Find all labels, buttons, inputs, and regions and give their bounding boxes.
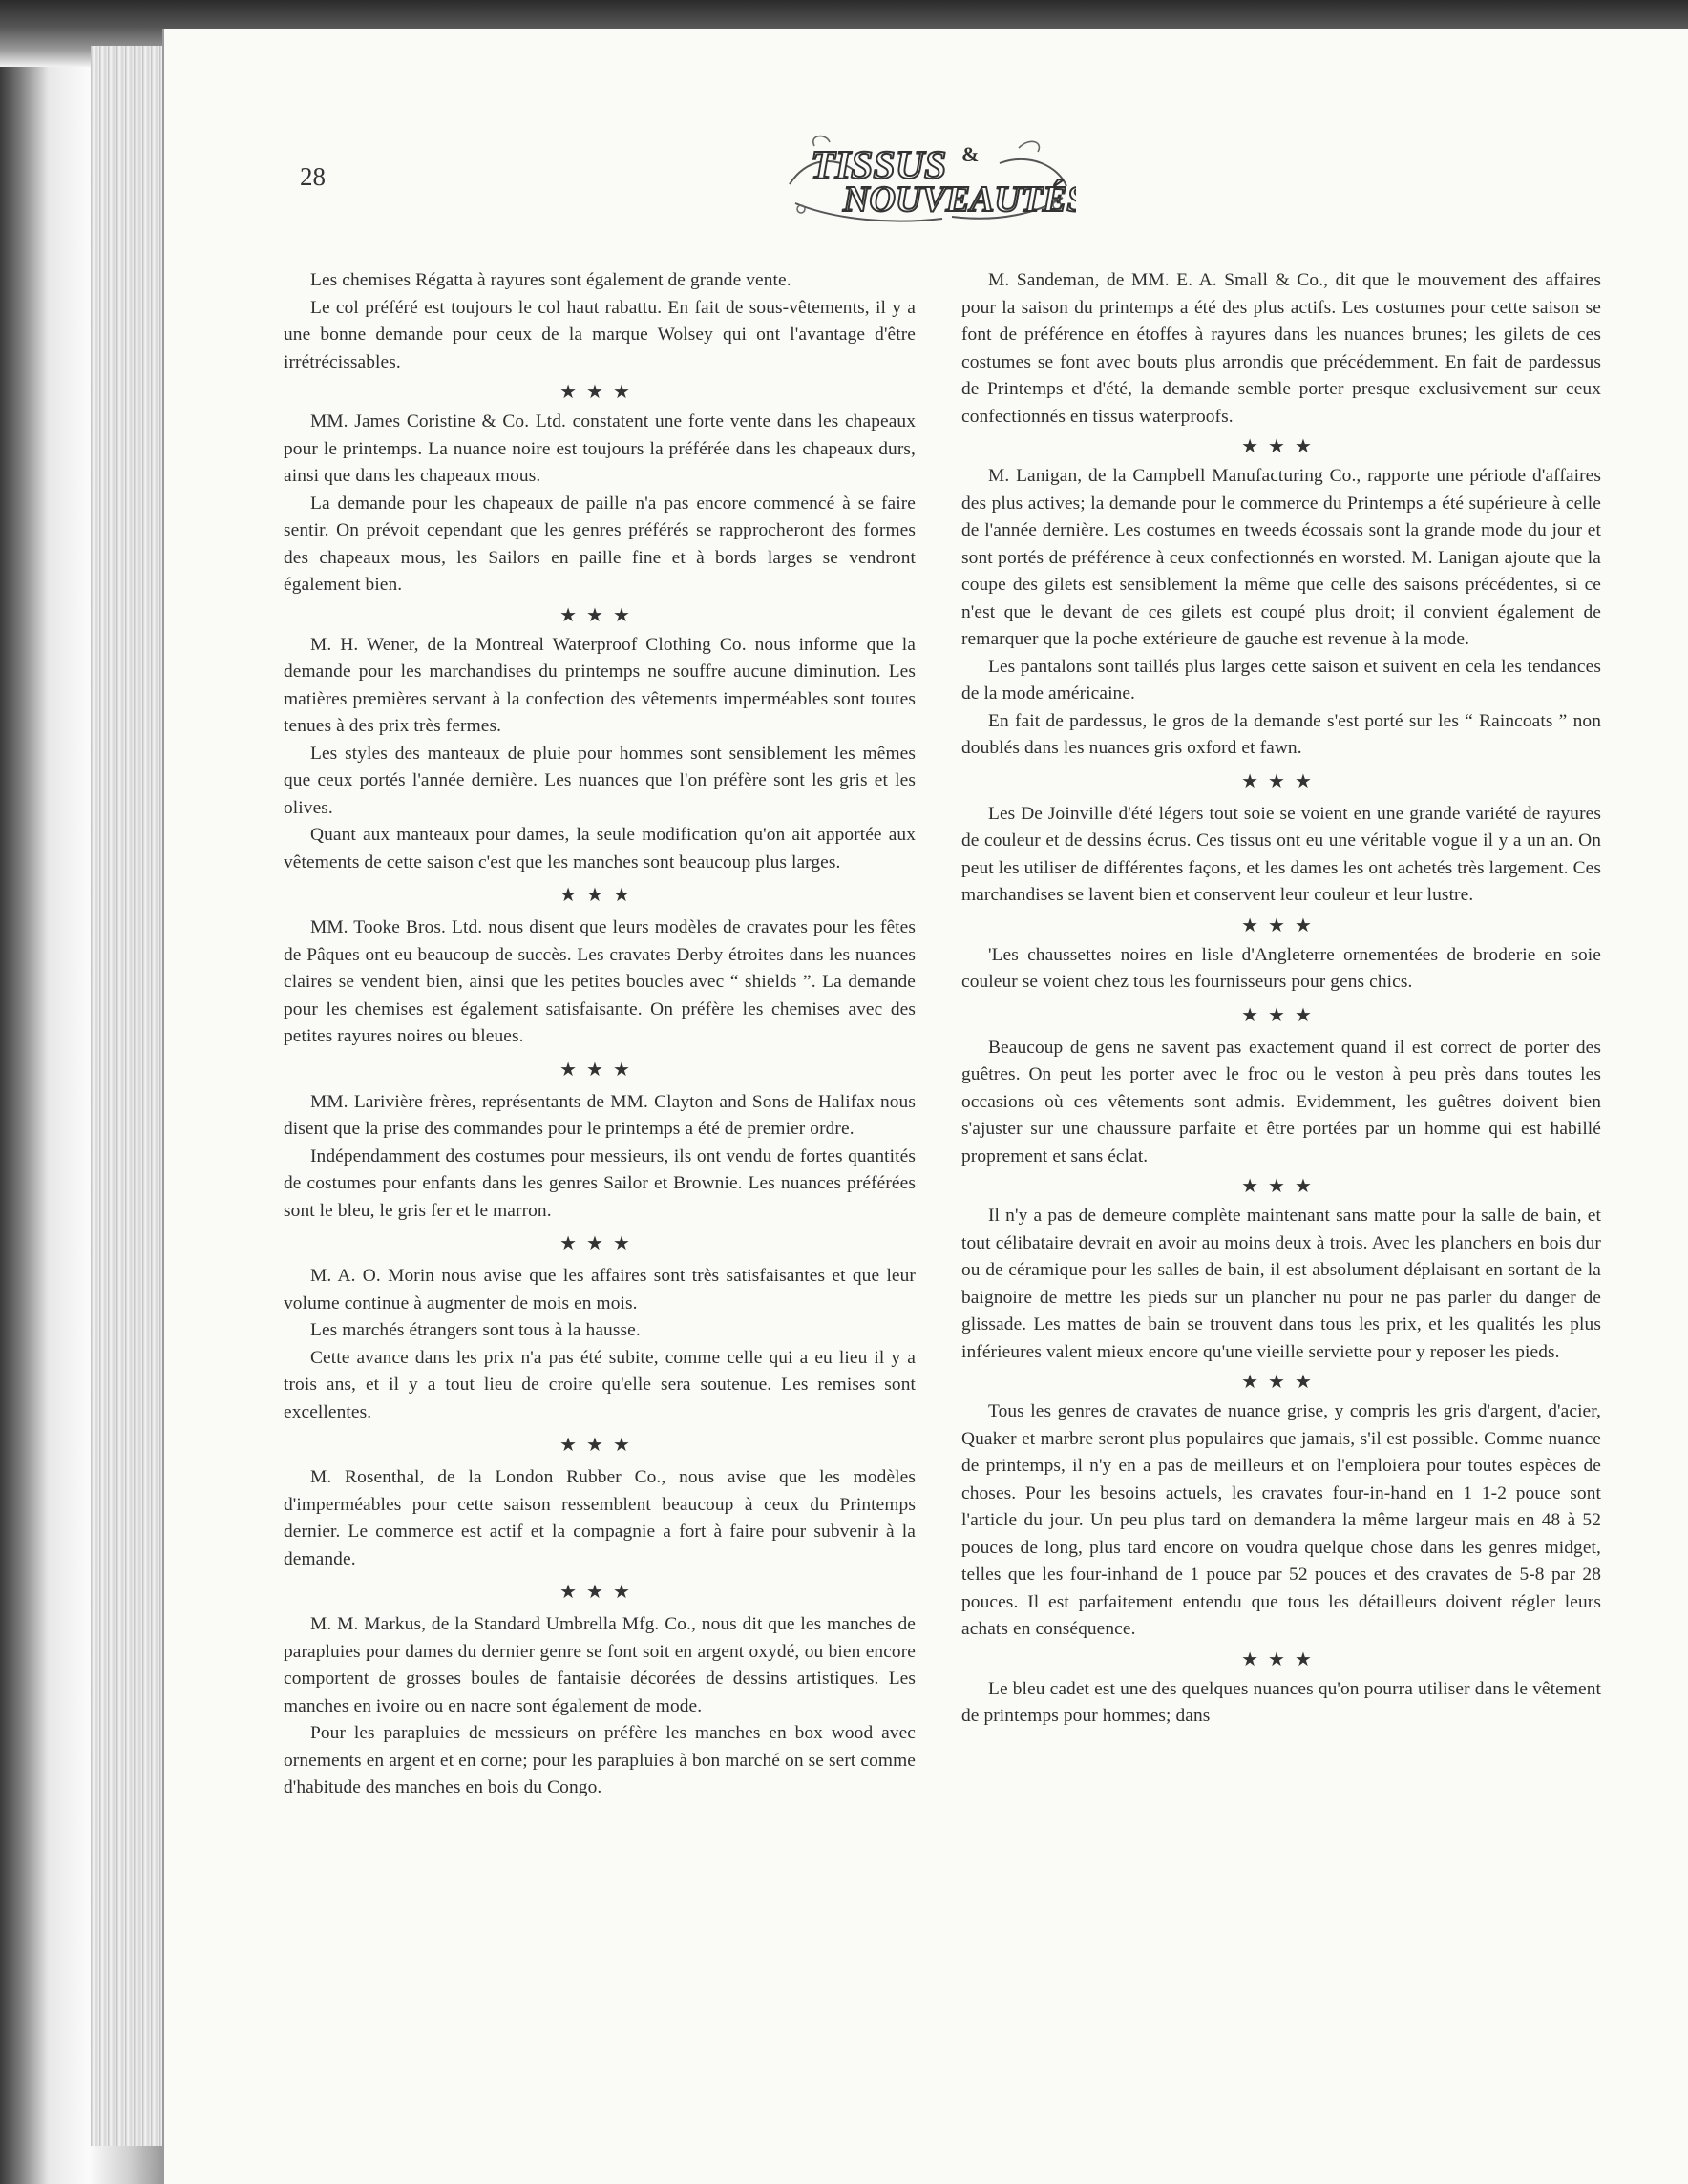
paragraph: Les styles des manteaux de pluie pour hommes sont sensiblement les mêmes que ceux portés l'année dernière. Les nuances que l'on préfère sont les gris et les olives. bbox=[284, 743, 916, 818]
paragraph: Les De Joinville d'été légers tout soie se voient en une grande variété de rayures de couleur et de dessins écrus. Ces tissus ont eu une véritable vogue il y a un an. On peut les utiliser de différentes façons, et les dames les ont achetés très largement. Ces marchandises se lavent bien et conservent leur couleur et leur lustre. bbox=[961, 803, 1601, 905]
section-separator: ★★★ bbox=[559, 1233, 640, 1254]
paragraph: 'Les chaussettes noires en lisle d'Angleterre ornementées de broderie en soie couleur se voient chez tous les fournisseurs pour gens chics. bbox=[961, 944, 1601, 992]
section-separator: ★★★ bbox=[1241, 770, 1321, 792]
left-column bbox=[284, 267, 916, 1802]
paragraph: Cette avance dans les prix n'a pas été subite, comme celle qui a eu lieu il y a trois ans, et il y a tout lieu de croire qu'elle sera soutenue. Les remises sont excellentes. bbox=[284, 1347, 916, 1422]
paragraph: Beaucoup de gens ne savent pas exactement quand il est correct de porter des guêtres. On peut les porter avec le froc ou le veston à peu près dans toutes les occasions où ces vêtements sont admis. Evidemment, les guêtres doivent bien s'ajuster sur une chaussure parfaite et être portées par un homme qui est habillé proprement et sans éclat. bbox=[961, 1037, 1601, 1166]
paragraph: Le col préféré est toujours le col haut rabattu. En fait de sous-vêtements, il y a une bonne demande pour ceux de la marque Wolsey qui ont l'avantage d'être irrétrécissables. bbox=[284, 297, 916, 372]
masthead-logo bbox=[780, 129, 1076, 234]
section-separator: ★★★ bbox=[1241, 1004, 1321, 1026]
paragraph: Le bleu cadet est une des quelques nuances qu'on pourra utiliser dans le vêtement de printemps pour hommes; dans bbox=[961, 1678, 1601, 1726]
masthead-line2: NOUVEAUTÉS bbox=[843, 179, 1076, 220]
paragraph: Les marchés étrangers sont tous à la hausse. bbox=[310, 1320, 641, 1340]
paragraph: Pour les parapluies de messieurs on préfère les manches en box wood avec ornements en argent et en corne; pour les parapluies à bon marché on se sert comme d'habitude des manches en bois du Congo. bbox=[284, 1723, 916, 1797]
section-separator: ★★★ bbox=[1241, 1648, 1321, 1670]
section-separator: ★★★ bbox=[559, 1582, 640, 1603]
paragraph: MM. Larivière frères, représentants de MM. Clayton and Sons de Halifax nous disent que la prise des commandes pour le printemps a été de premier ordre. bbox=[284, 1091, 916, 1139]
paragraph: M. A. O. Morin nous avise que les affaires sont très satisfaisantes et que leur volume continue à augmenter de mois en mois. bbox=[284, 1266, 916, 1313]
section-separator: ★★★ bbox=[559, 1059, 640, 1081]
magazine-page bbox=[162, 29, 1688, 2184]
paragraph: Quant aux manteaux pour dames, la seule modification qu'on ait apportée aux vêtements de cette saison c'est que les manches sont beaucoup plus larges. bbox=[284, 825, 916, 872]
right-column bbox=[961, 267, 1601, 1731]
paragraph: M. Sandeman, de MM. E. A. Small & Co., dit que le mouvement des affaires pour la saison du printemps a été des plus actifs. Les costumes pour cette saison se font de préférence en étoffes à rayures dans les nuances brunes; les gilets de ces costumes se font avec bouts plus arrondis que précédemment. En fait de pardessus de Printemps et d'été, la demande semble porter presque exclusivement sur ceux confectionnés en tissus waterproofs. bbox=[961, 270, 1601, 427]
section-separator: ★★★ bbox=[1241, 436, 1321, 457]
section-separator: ★★★ bbox=[1241, 1372, 1321, 1393]
paragraph: Tous les genres de cravates de nuance grise, y compris les gris d'argent, d'acier, Quaker et marbre seront plus populaires que jamais, s'il est possible. Comme nuance de printemps, il n'y en a pas de meilleurs et on l'emploiera pour toutes espèces de choses. Pour les besoins actuels, les cravates four-in-hand en 1 1-2 pouce sont l'article du jour. Un peu plus tard on demandera la même largeur mais en 48 à 52 pouces de long, plus tard encore on voudra quelque chose dans les genres midget, telles que les four-inhand de 1 pouce par 52 pouces et des cravates de 5-8 par 28 pouces. Il est parfaitement entendu que tous les détailleurs doivent régler leurs achats en conséquence. bbox=[961, 1401, 1601, 1639]
paragraph: M. H. Wener, de la Montreal Waterproof Clothing Co. nous informe que la demande pour les marchandises du printemps ne souffre aucune diminution. Les matières premières servant à la confection des vêtements imperméables sont toutes tenues à des prix très fermes. bbox=[284, 634, 916, 736]
masthead-connector: & bbox=[961, 142, 980, 166]
section-separator: ★★★ bbox=[1241, 914, 1321, 936]
page-stack-edge bbox=[91, 46, 169, 2146]
paragraph: M. M. Markus, de la Standard Umbrella Mfg. Co., nous dit que les manches de parapluies pour dames du dernier genre se font soit en argent oxydé, ou bien encore comportent de grosses boules de fantaisie décorées de dessins artistiques. Les manches en ivoire ou en nacre sont également de mode. bbox=[284, 1614, 916, 1716]
section-separator: ★★★ bbox=[559, 1435, 640, 1456]
paragraph: Indépendamment des costumes pour messieurs, ils ont vendu de fortes quantités de costumes pour enfants dans les genres Sailor et Brownie. Les nuances préférées sont le bleu, le gris fer et le marron. bbox=[284, 1145, 916, 1221]
paragraph: MM. James Coristine & Co. Ltd. constatent une forte vente dans les chapeaux pour le printemps. La nuance noire est toujours la préférée dans les chapeaux durs, ainsi que dans les chapeaux mous. bbox=[284, 411, 916, 486]
paragraph: La demande pour les chapeaux de paille n'a pas encore commencé à se faire sentir. On prévoit cependant que les genres préférés se rapprocheront des formes des chapeaux mous, les Sailors en paille fine et à bords larges se vendront également bien. bbox=[284, 493, 916, 595]
paragraph: M. Lanigan, de la Campbell Manufacturing Co., rapporte une période d'affaires des plus actives; la demande pour le commerce du Printemps a été supérieure à celle de l'année dernière. Les costumes en tweeds écossais sont la grande mode du jour et sont portés de préférence à ceux confectionnés en worsted. M. Lanigan ajoute que la coupe des gilets est sensiblement la même que celle des saisons précédentes, si ce n'est que le devant de ces gilets est coupé plus droit; il convient également de remarquer que la poche extérieure de gauche est revenue à la mode. bbox=[961, 466, 1601, 649]
masthead-line1: TISSUS bbox=[811, 144, 947, 188]
paragraph: M. Rosenthal, de la London Rubber Co., nous avise que les modèles d'imperméables pour cette saison ressemblent beaucoup à ceux du Printemps dernier. Le commerce est actif et la compagnie a fort à faire pour subvenir à la demande. bbox=[284, 1467, 916, 1569]
section-separator: ★★★ bbox=[559, 382, 640, 403]
section-separator: ★★★ bbox=[1241, 1176, 1321, 1197]
page-number: 28 bbox=[300, 162, 326, 191]
paragraph: MM. Tooke Bros. Ltd. nous disent que leurs modèles de cravates pour les fêtes de Pâques ont eu beaucoup de succès. Les cravates Derby étroites dans les nuances claires se vendent bien, ainsi que les petites boucles avec “ shields ”. La demande pour les chemises est également satisfaisante. On préfère les chemises avec des petites rayures noires ou bleues. bbox=[284, 917, 916, 1046]
paragraph: Les chemises Régatta à rayures sont également de grande vente. bbox=[310, 270, 791, 290]
paragraph: Il n'y a pas de demeure complète maintenant sans matte pour la salle de bain, et tout célibataire devrait en avoir au moins deux à trois. Avec les planchers en bois dur ou de céramique pour les salles de bain, il est absolument déplaisant en sortant de la baignoire de mettre les pieds sur un plancher nu pour ne pas parler du danger de glissade. Les mattes de bain se trouvent dans tous les prix, et les qualités les plus inférieures valent mieux encore qu'une vieille serviette pour y reposer les pieds. bbox=[961, 1206, 1601, 1362]
section-separator: ★★★ bbox=[559, 604, 640, 626]
masthead-emblem bbox=[780, 129, 1076, 234]
paragraph: En fait de pardessus, le gros de la demande s'est porté sur les “ Raincoats ” non doublés dans les nuances gris oxford et fawn. bbox=[961, 710, 1601, 758]
paragraph: Les pantalons sont taillés plus larges cette saison et suivent en cela les tendances de la mode américaine. bbox=[961, 656, 1601, 704]
section-separator: ★★★ bbox=[559, 885, 640, 906]
